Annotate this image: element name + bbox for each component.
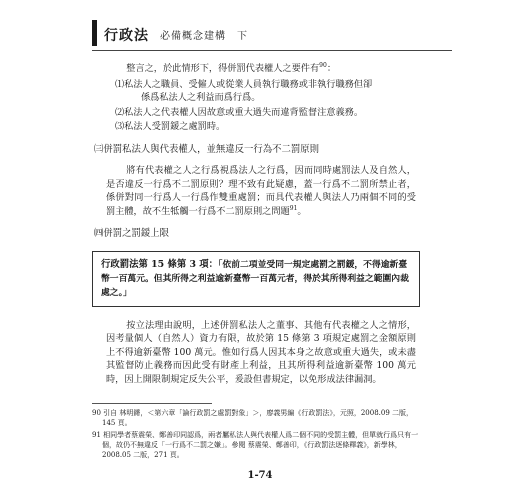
law-quote: 「依前二項並受同一規定處罰之罰鍰，不得逾新臺幣一百萬元。但其所得之利益逾新臺幣一百萬元者，得於其所得利益之範圍內裁處之。」 <box>101 259 409 298</box>
condition-1-continuation: 係爲私法人之利益而爲行爲。 <box>141 92 261 103</box>
condition-2-text: ⑵私法人之代表權人因故意或重大過失而違背監督注意義務。 <box>115 106 364 118</box>
condition-list <box>106 78 416 134</box>
law-citation: 行政罰法第 15 條第 3 項： <box>101 258 219 270</box>
intro-tail: ： <box>326 63 336 74</box>
condition-item-2 <box>116 106 416 120</box>
footnote-rule <box>92 403 212 404</box>
footnote-ref-91: 91 <box>289 204 298 212</box>
footnote-91: 91 相同學者蔡震榮、鄭善印同認爲，兩者屬私法人與代表權人爲二個不同的受罰主體，但單就行爲只有一個，故仍不無違反「一行爲不二罰之嫌」。參閱 蔡震榮、鄭善印，《行政罰法逐條釋義》，新學林，2008.05 二版，271 頁。 <box>92 431 419 459</box>
header-rule <box>92 50 452 51</box>
condition-item-3 <box>116 120 416 134</box>
page-number: 1-74 <box>247 470 273 481</box>
page-body <box>94 61 416 386</box>
intro-text: 整言之，於此情形下，得併罰代表權人之要件有 <box>126 63 320 74</box>
condition-3-text: ⑶私法人受罰鍰之處罰時。 <box>115 121 226 132</box>
footnote-ref-90: 90 <box>319 61 327 69</box>
running-header <box>92 20 452 48</box>
section-3-paragraph <box>106 164 416 218</box>
book-title: 行政法 <box>104 28 149 44</box>
condition-item-1 <box>116 78 416 105</box>
section-heading-3: ㈢併罰私法人與代表權人，並無違反一行為不二罰原則 <box>94 143 320 155</box>
footnote-90: 90 引自 林明鏘，＜第六章「論行政罰之處罰對象」＞，廖義男編《行政罰法》，元照，2008.09 二版，145 頁。 <box>92 409 414 427</box>
footnotes <box>92 403 422 462</box>
intro-paragraph <box>106 62 416 76</box>
section-heading-4: ㈣併罰之罰鍰上限 <box>94 228 170 239</box>
section-3-tail: 。 <box>297 205 307 217</box>
section-4-paragraph: 按立法理由說明，上述併罰私法人之董事、其他有代表權之人之情形，因考量個人（自然人）資力有限，故於第 15 條第 3 項規定處罰之金額原則上不得逾新臺幣 100 萬元。惟如行爲人因其本身之故意或重大過失，或未盡其監督防止義務而因此受有財產上利益，且其所得利益逾新臺幣 100 萬元時，因上開限制規定反失公平，爰設但書規定，以免形成法律漏洞。 <box>106 319 416 385</box>
law-quote-box <box>92 251 420 307</box>
book-subtitle: 必備概念建構 下 <box>160 31 248 42</box>
condition-1-text: ⑴私法人之職員、受僱人或從業人員執行職務或非執行職務但卻 <box>115 78 373 90</box>
header-bar <box>92 20 97 46</box>
section-3-text: 將有代表權之人之行爲視爲法人之行爲，因而同時處罰法人及自然人，是否違反一行爲不二罰原則？理不致有此疑慮，蓋一行爲不二罰所禁止者，係併對同一行爲人一行爲作雙重處罰；而具代表權人與法人乃兩個不同的受罰主體，故不生牴觸一行爲不二罰原則之問題 <box>106 165 416 217</box>
